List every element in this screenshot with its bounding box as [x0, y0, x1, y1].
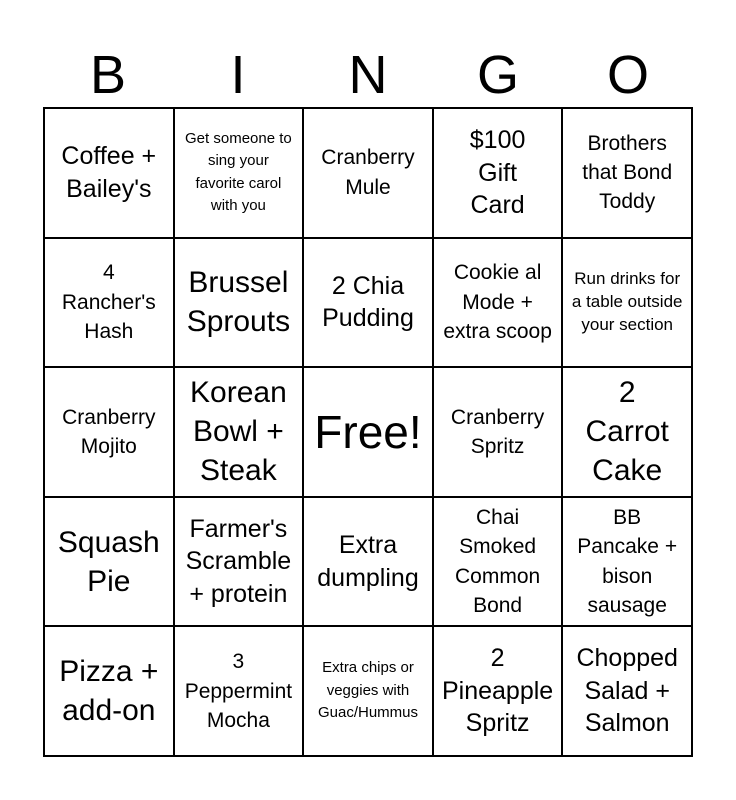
header-letter-g: G [476, 45, 519, 105]
bingo-cell[interactable] [303, 108, 433, 238]
bingo-cell[interactable] [174, 238, 304, 368]
bingo-cell-text: 2 Chia Pudding [322, 271, 414, 333]
bingo-cell-text: 4 Rancher's Hash [61, 261, 156, 344]
bingo-cell-text: Cookie al Mode + extra scoop [443, 261, 552, 344]
bingo-cell-text: Cranberry Spritz [450, 405, 545, 458]
bingo-card-grid [43, 107, 693, 757]
bingo-cell-text: 2 Pineapple Spritz [441, 644, 554, 738]
bingo-cell[interactable] [562, 108, 692, 238]
bingo-cell-text: 3 Peppermint Mocha [184, 650, 293, 732]
bingo-cell-text: Extra dumpling [317, 531, 419, 592]
bingo-cell[interactable] [44, 367, 174, 497]
bingo-cell-text: Squash Pie [57, 525, 160, 598]
bingo-cell[interactable] [174, 497, 304, 627]
bingo-cell-text: $100 Gift Card [469, 126, 526, 220]
bingo-cell-text: Chopped Salad + Salmon [576, 644, 678, 738]
header-letter-i: I [230, 45, 246, 105]
bingo-cell-text: Chai Smoked Common Bond [454, 505, 541, 617]
bingo-cell[interactable] [433, 238, 563, 368]
bingo-cell[interactable] [174, 626, 304, 756]
bingo-cell-text: Extra chips or veggies with Guac/Hummus [317, 659, 418, 722]
bingo-cell[interactable] [433, 626, 563, 756]
header-letter-o: O [606, 45, 649, 105]
bingo-cell-text: Coffee + Bailey's [61, 142, 157, 203]
bingo-cell-text: Farmer's Scramble + protein [185, 514, 292, 608]
bingo-cell[interactable] [562, 497, 692, 627]
bingo-cell[interactable] [303, 626, 433, 756]
bingo-header [43, 40, 693, 110]
bingo-cell-text: Brussel Sprouts [186, 266, 291, 339]
header-letter-b: B [89, 45, 127, 105]
bingo-cell-text: Run drinks for a table outside your section [571, 268, 683, 334]
bingo-cell-text: Cranberry Mojito [62, 405, 156, 458]
bingo-cell-text: Korean Bowl + Steak [190, 376, 287, 488]
bingo-cell-text: BB Pancake + bison sausage [577, 505, 678, 617]
bingo-cell[interactable] [303, 238, 433, 368]
bingo-cell-text: 2 Carrot Cake [585, 376, 669, 488]
bingo-cell[interactable] [562, 238, 692, 368]
bingo-cell[interactable] [44, 108, 174, 238]
bingo-cell[interactable] [174, 108, 304, 238]
header-letter-n: N [348, 45, 388, 105]
bingo-cell[interactable] [433, 367, 563, 497]
bingo-cell[interactable] [44, 238, 174, 368]
bingo-cell[interactable] [433, 497, 563, 627]
free-space-label: Free! [314, 405, 422, 458]
bingo-cell-text: Pizza + add-on [59, 655, 159, 728]
bingo-cell-text: Brothers that Bond Toddy [582, 131, 673, 214]
bingo-cell-text: Cranberry Mule [321, 146, 415, 199]
bingo-cell[interactable] [174, 367, 304, 497]
bingo-cell[interactable] [44, 497, 174, 627]
bingo-cell[interactable] [562, 367, 692, 497]
bingo-cell[interactable] [433, 108, 563, 238]
bingo-free-cell[interactable] [303, 367, 433, 497]
bingo-cell-text: Get someone to sing your favorite carol with you [185, 129, 292, 215]
bingo-cell[interactable] [562, 626, 692, 756]
bingo-cell[interactable] [44, 626, 174, 756]
bingo-cell[interactable] [303, 497, 433, 627]
